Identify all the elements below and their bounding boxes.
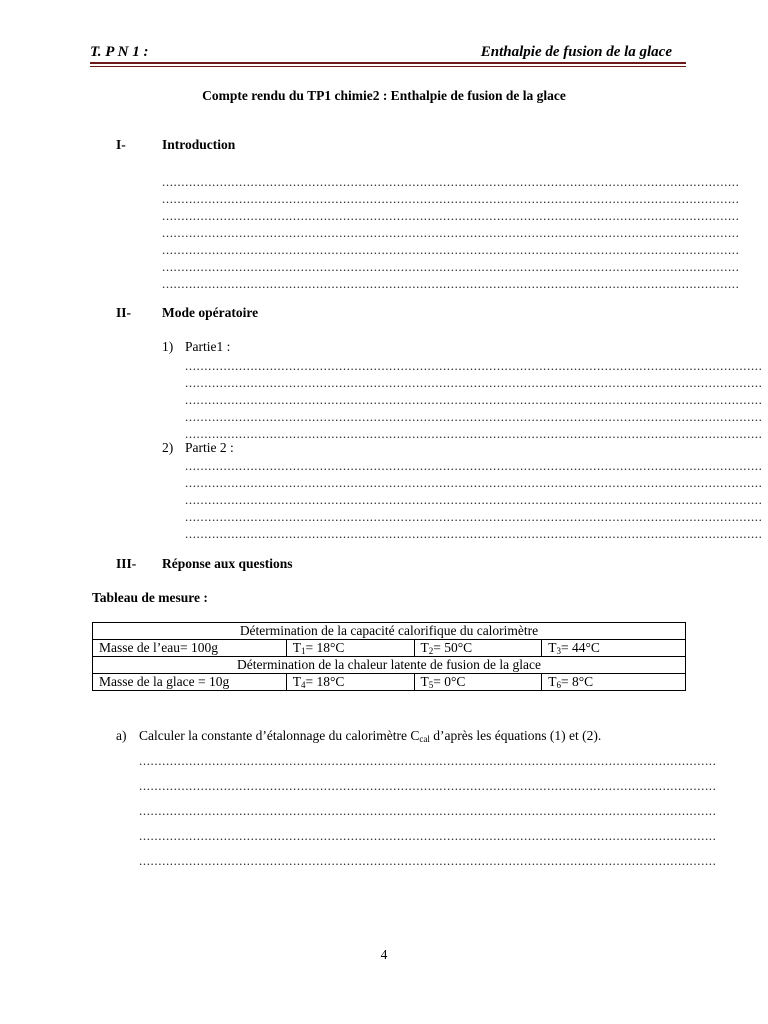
table-row bbox=[93, 674, 686, 691]
partie1-number: 1) bbox=[162, 339, 174, 354]
temp-value: = 50°C bbox=[433, 640, 473, 655]
table-cell bbox=[414, 640, 542, 657]
partie2-answer-lines bbox=[185, 457, 763, 542]
dotted-line: ...................................................................................................................................................... bbox=[185, 509, 763, 524]
temp-symbol: T bbox=[292, 640, 302, 655]
dotted-line: ...................................................................................................................................................... bbox=[162, 191, 740, 206]
temp-index: 2 bbox=[428, 646, 434, 656]
header-left: T. P N 1 : bbox=[90, 44, 149, 60]
partie1-label: Partie1 : bbox=[185, 339, 231, 354]
table-cell: Masse de l’eau= 100g bbox=[93, 640, 287, 657]
section-reponse-number: III- bbox=[116, 556, 137, 571]
temp-symbol: T bbox=[548, 674, 557, 689]
table-cell bbox=[286, 674, 414, 691]
header-rule-thick bbox=[90, 62, 686, 64]
temp-symbol: T bbox=[420, 640, 429, 655]
dotted-line: ...................................................................................................................................................... bbox=[185, 475, 763, 490]
dotted-line: ...................................................................................................................................................... bbox=[139, 828, 717, 843]
header-right: Enthalpie de fusion de la glace bbox=[480, 44, 672, 60]
dotted-line: ...................................................................................................................................................... bbox=[185, 492, 763, 507]
dotted-line: ...................................................................................................................................................... bbox=[139, 803, 717, 818]
partie1-answer-lines bbox=[185, 357, 763, 442]
question-a-text bbox=[139, 728, 601, 744]
dotted-line: ...................................................................................................................................................... bbox=[185, 375, 763, 390]
document-title: Compte rendu du TP1 chimie2 : Enthalpie de fusion de la glace bbox=[202, 88, 566, 103]
dotted-line: ...................................................................................................................................................... bbox=[139, 753, 717, 768]
table-cell bbox=[286, 640, 414, 657]
dotted-line: ...................................................................................................................................................... bbox=[185, 526, 763, 541]
measurement-table bbox=[92, 622, 686, 691]
dotted-line: ...................................................................................................................................................... bbox=[185, 409, 763, 424]
temp-symbol: T bbox=[292, 674, 302, 689]
table-cell bbox=[542, 640, 686, 657]
table-row bbox=[93, 640, 686, 657]
intro-answer-lines bbox=[162, 173, 740, 292]
temp-value: = 8°C bbox=[561, 674, 594, 689]
temp-index: 6 bbox=[556, 680, 562, 690]
table-cell bbox=[542, 674, 686, 691]
page-number: 4 bbox=[380, 947, 388, 962]
dotted-line: ...................................................................................................................................................... bbox=[185, 426, 763, 441]
temp-index: 4 bbox=[301, 680, 306, 690]
temp-value: = 18°C bbox=[305, 640, 345, 655]
table-row bbox=[93, 657, 686, 674]
table-cell-heading: Détermination de la chaleur latente de fusion de la glace bbox=[93, 657, 686, 674]
temp-symbol: T bbox=[548, 640, 557, 655]
question-a-post: d’après les équations (1) et (2). bbox=[429, 728, 602, 743]
table-row bbox=[93, 623, 686, 640]
dotted-line: ...................................................................................................................................................... bbox=[162, 259, 740, 274]
dotted-line: ...................................................................................................................................................... bbox=[162, 242, 740, 257]
question-a-sub: cal bbox=[419, 734, 430, 744]
table-cell bbox=[414, 674, 542, 691]
temp-value: = 44°C bbox=[561, 640, 600, 655]
dotted-line: ...................................................................................................................................................... bbox=[139, 853, 717, 868]
temp-index: 5 bbox=[428, 680, 434, 690]
section-intro-number: I- bbox=[116, 137, 126, 152]
dotted-line: ...................................................................................................................................................... bbox=[162, 276, 740, 291]
temp-index: 3 bbox=[556, 646, 562, 656]
dotted-line: ...................................................................................................................................................... bbox=[185, 458, 763, 473]
table-cell: Masse de la glace = 10g bbox=[93, 674, 287, 691]
dotted-line: ...................................................................................................................................................... bbox=[185, 358, 763, 373]
question-a-answer-lines bbox=[139, 752, 717, 877]
table-caption: Tableau de mesure : bbox=[92, 590, 208, 605]
temp-value: = 18°C bbox=[305, 674, 345, 689]
dotted-line: ...................................................................................................................................................... bbox=[185, 392, 763, 407]
header-rule-thin bbox=[90, 66, 686, 67]
section-mode-number: II- bbox=[116, 305, 132, 320]
section-mode-title: Mode opératoire bbox=[162, 305, 259, 320]
dotted-line: ...................................................................................................................................................... bbox=[162, 225, 740, 240]
dotted-line: ...................................................................................................................................................... bbox=[139, 778, 717, 793]
question-a-pre: Calculer la constante d’étalonnage du calorimètre C bbox=[139, 728, 420, 743]
dotted-line: ...................................................................................................................................................... bbox=[162, 208, 740, 223]
temp-symbol: T bbox=[420, 674, 429, 689]
temp-index: 1 bbox=[301, 646, 306, 656]
partie2-label: Partie 2 : bbox=[185, 440, 234, 455]
dotted-line: ...................................................................................................................................................... bbox=[162, 174, 740, 189]
section-reponse-title: Réponse aux questions bbox=[162, 556, 293, 571]
section-intro-title: Introduction bbox=[162, 137, 236, 152]
table-cell-heading: Détermination de la capacité calorifique du calorimètre bbox=[93, 623, 686, 640]
temp-value: = 0°C bbox=[433, 674, 466, 689]
question-a-number: a) bbox=[116, 728, 127, 743]
partie2-number: 2) bbox=[162, 440, 174, 455]
